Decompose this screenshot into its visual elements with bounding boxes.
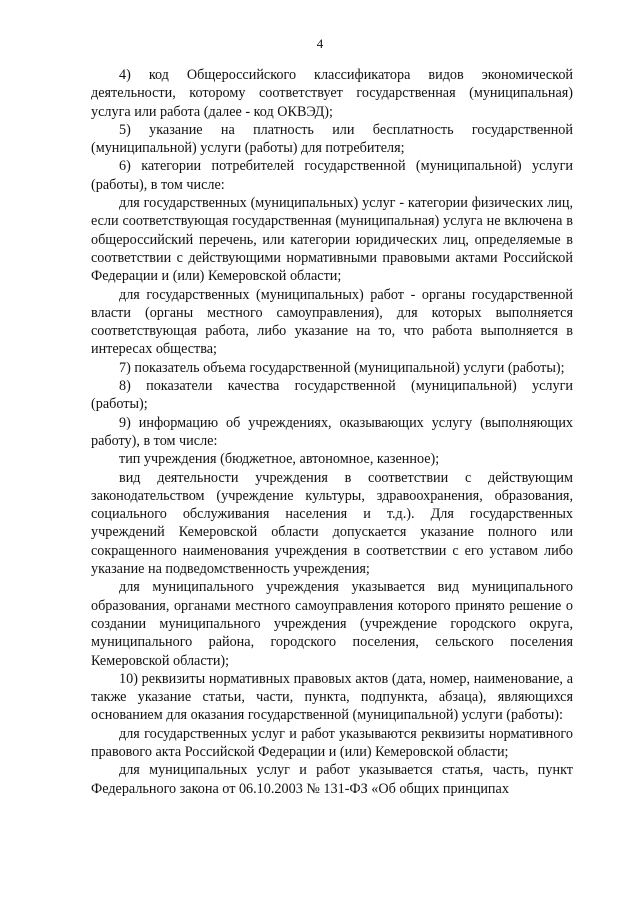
paragraph-item-7-volume: 7) показатель объема государственной (муниципальной) услуги (работы); [119, 359, 565, 376]
document-body [91, 66, 573, 798]
page-number: 4 [316, 36, 324, 51]
paragraph-works-consumers: для государственных (муниципальных) работ - органы государственной власти (органы местного самоуправления), для которых выполняется соответствующая работа, либо указание на то, что работа выполняется в интересах общества; [91, 286, 573, 358]
paragraph-item-5-payment: 5) указание на платность или бесплатность государственной (муниципальной) услуги (работы) для потребителя; [91, 121, 573, 157]
paragraph-municipal-acts: для муниципальных услуг и работ указывается статья, часть, пункт Федерального закона от 06.10.2003 № 131-ФЗ «Об общих принципах [91, 762, 573, 797]
paragraph-item-6-consumers: 6) категории потребителей государственной (муниципальной) услуги (работы), в том числе: [91, 158, 573, 193]
paragraph-item-10-legal-acts: 10) реквизиты нормативных правовых актов (дата, номер, наименование, а также указание статьи, части, пункта, подпункта, абзаца), являющихся основанием для оказания государственной (муниципальной) услуги (работы): [91, 670, 573, 724]
paragraph-state-acts: для государственных услуг и работ указываются реквизиты нормативного правового акта Российской Федерации и (или) Кемеровской области; [91, 725, 573, 760]
paragraph-institution-type: тип учреждения (бюджетное, автономное, казенное); [119, 451, 440, 468]
paragraph-item-9-institutions: 9) информацию об учреждениях, оказывающих услугу (выполняющих работу), в том числе: [91, 414, 573, 449]
paragraph-services-consumers: для государственных (муниципальных) услуг - категории физических лиц, если соответствующая государственная (муниципальная) услуга не включена в общероссийский перечень, или категории юридических лиц, определяемые в соответствии с действующими нормативными правовыми актами Российской Федерации и (или) Кемеровской области; [91, 195, 573, 285]
paragraph-municipal-institution: для муниципального учреждения указывается вид муниципального образования, органами местного самоуправления которого принято решение о создании муниципального учреждения (учреждение городского округа, муниципального района, городского поселения, сельского поселения Кемеровской области); [91, 579, 573, 669]
paragraph-item-8-quality: 8) показатели качества государственной (муниципальной) услуги (работы); [91, 378, 573, 413]
paragraph-activity-type: вид деятельности учреждения в соответствии с действующим законодательством (учреждение культуры, здравоохранения, образования, социального обслуживания населения и т.д.). Для государственных учреждений Кемеровской области допускается указание полного или сокращенного наименования учреждения в соответствии с его уставом либо указание на подведомственность учреждения; [91, 469, 573, 578]
paragraph-item-4-okved: 4) код Общероссийского классификатора видов экономической деятельности, которому соответствует государственная (муниципальная) услуга или работа (далее - код ОКВЭД); [91, 67, 573, 120]
